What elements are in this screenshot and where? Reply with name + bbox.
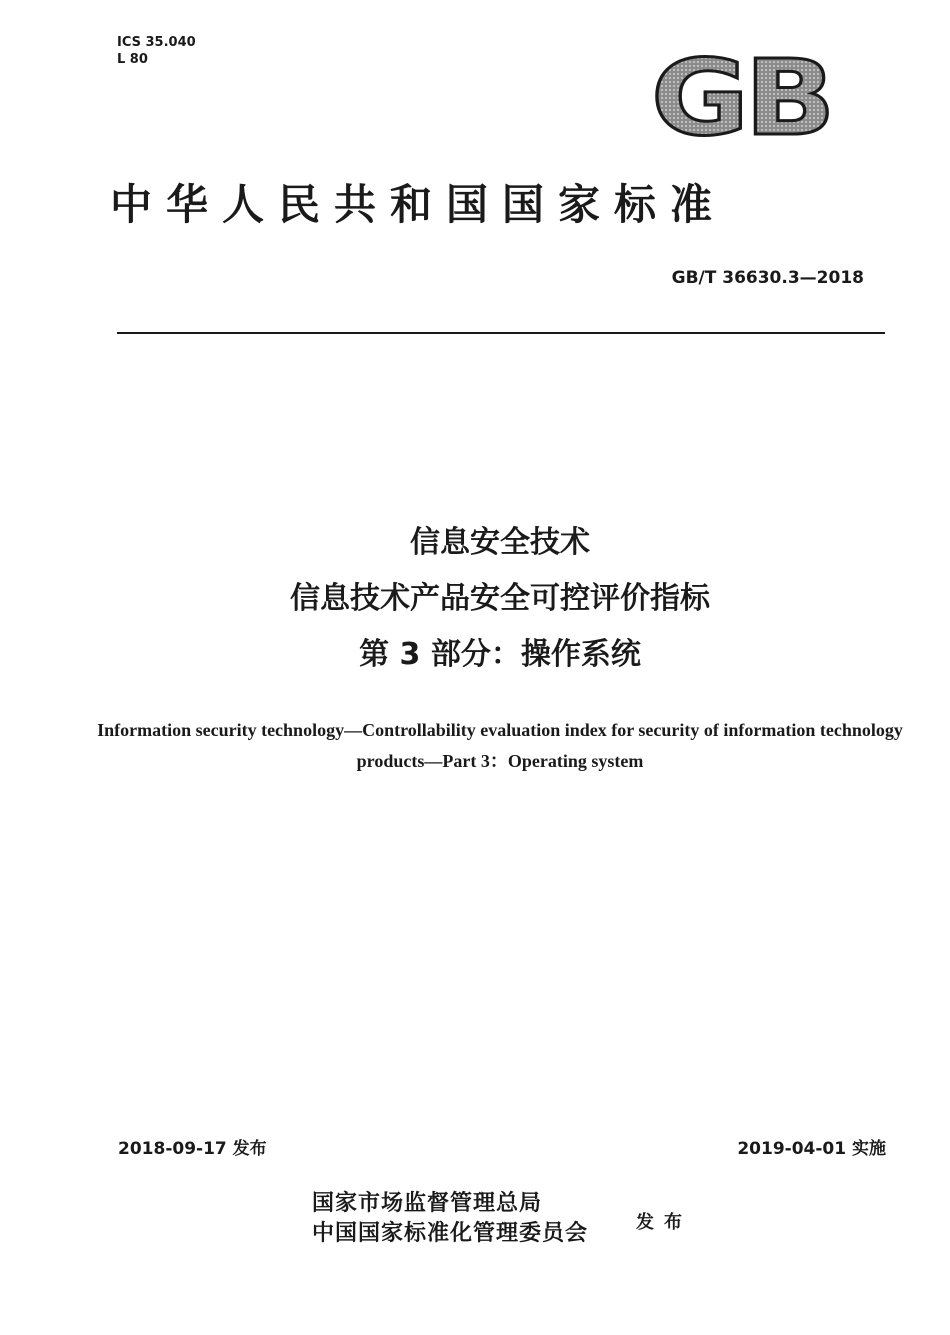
chinese-title-line-3: 第 3 部分：操作系统 [359,637,641,672]
gb-logo [648,48,834,144]
english-title: Information security technology—Controllability evaluation index for security of information technology products—Part 3：Operating system [97,720,903,771]
standard-code: GB/T 36630.3—2018 [671,268,864,288]
national-standard-title: 中华人民共和国国家标准 [110,183,727,229]
issuer-sac: 中国国家标准化管理委员会 [312,1220,589,1245]
chinese-title-line-2: 信息技术产品安全可控评价指标 [290,581,710,616]
chinese-title [0,515,950,683]
publish-label: 发布 [636,1212,692,1232]
classification-codes [117,34,196,68]
gb-logo-text: GB [651,48,831,144]
issue-date: 2018-09-17 发布 [118,1139,267,1159]
ccs-code: L 80 [117,52,148,67]
header-divider [117,332,885,334]
chinese-title-line-1: 信息安全技术 [410,525,590,560]
ics-code: ICS 35.040 [117,35,196,50]
implementation-date: 2019-04-01 实施 [737,1139,886,1159]
issuing-authorities [312,1188,588,1248]
issuer-samr: 国家市场监督管理总局 [312,1190,543,1215]
